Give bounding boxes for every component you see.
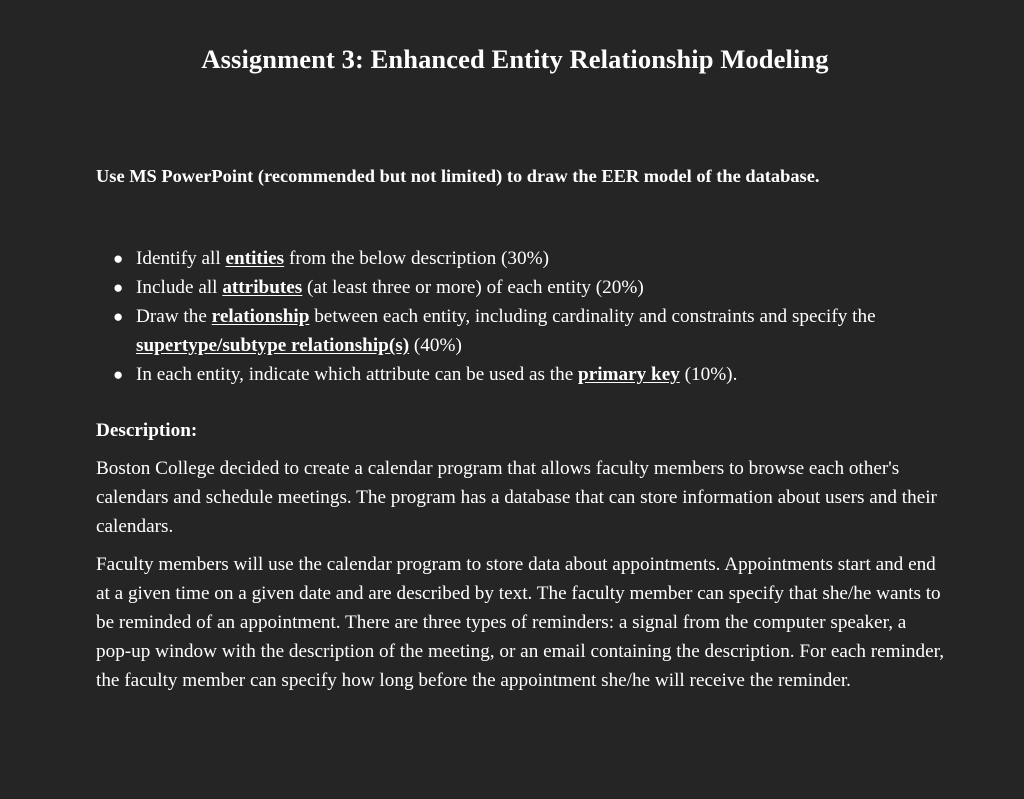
bullet-icon: ● bbox=[113, 365, 124, 384]
bullet-icon: ● bbox=[113, 307, 124, 326]
description-paragraph-1: Boston College decided to create a calendar program that allows faculty members to browse each other's calendars and schedule meetings. The program has a database that can store information about users and their calendars. bbox=[96, 458, 937, 537]
term-attributes: attributes bbox=[222, 277, 303, 298]
description-heading: Description: bbox=[96, 420, 198, 441]
intro-instruction: Use MS PowerPoint (recommended but not limited) to draw the EER model of the database. bbox=[96, 166, 820, 186]
term-supertype-subtype: supertype/subtype relationship(s) bbox=[136, 335, 410, 356]
bullet-icon: ● bbox=[113, 249, 124, 268]
task-item-entities: ● Identify all entities from the below description (30%) bbox=[96, 244, 896, 273]
bullet-icon: ● bbox=[113, 278, 124, 297]
term-relationship: relationship bbox=[211, 306, 310, 327]
task-item-primary-key: ● In each entity, indicate which attribute can be used as the primary key (10%). bbox=[96, 360, 896, 389]
description-paragraph-2: Faculty members will use the calendar program to store data about appointments. Appointments start and end at a given time on a given date and are described by text. The faculty member can specify that she/he wants to be reminded of an appointment. There are three types of reminders: a signal from the computer speaker, a pop-up window with the description of the meeting, or an email containing the description. For each reminder, the faculty member can specify how long before the appointment she/he will receive the reminder. bbox=[96, 554, 945, 691]
page-title: Assignment 3: Enhanced Entity Relationship Modeling bbox=[201, 44, 829, 74]
term-entities: entities bbox=[225, 248, 285, 269]
task-item-attributes: ● Include all attributes (at least three or more) of each entity (20%) bbox=[96, 273, 896, 302]
task-list bbox=[96, 244, 896, 389]
task-item-relationship: ● Draw the relationship between each entity, including cardinality and constraints and specify the supertype/subtype relationship(s) (40%) bbox=[96, 302, 896, 360]
term-primary-key: primary key bbox=[578, 364, 680, 385]
